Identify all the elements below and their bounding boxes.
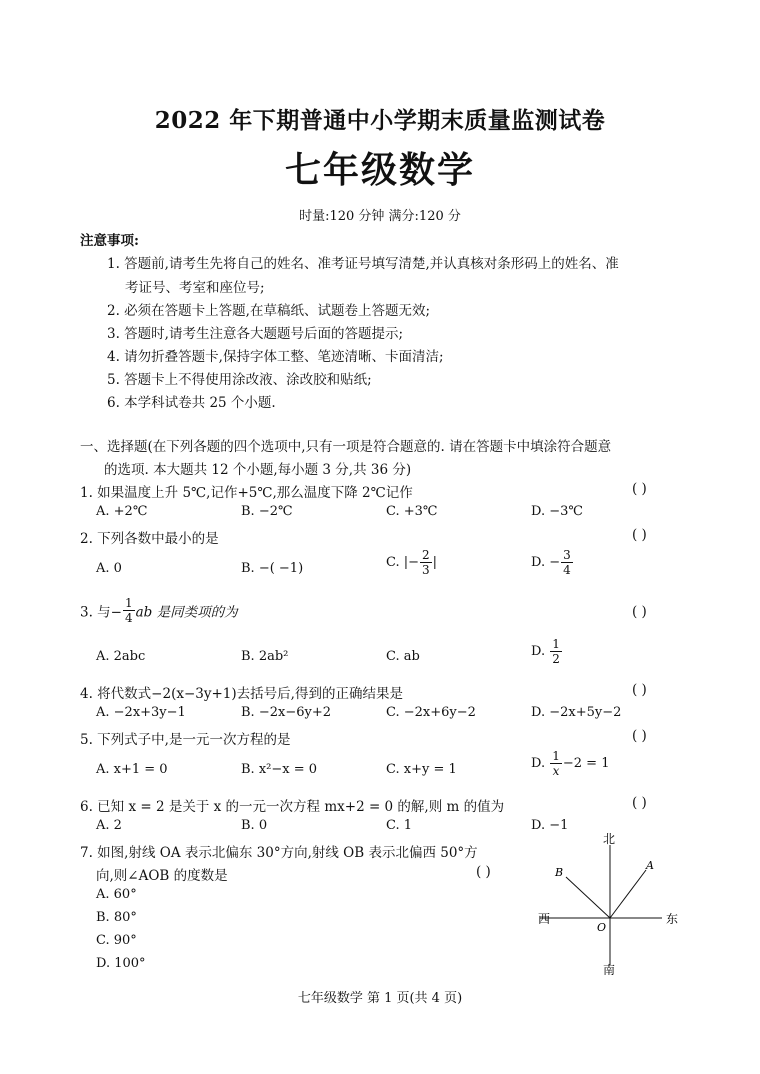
ray-oa xyxy=(610,870,646,918)
q1-option-b: B. −2℃ xyxy=(241,504,293,519)
q6-option-d: D. −1 xyxy=(531,818,569,833)
answer-paren-2: ( ) xyxy=(632,527,647,543)
q7-option-d: D. 100° xyxy=(96,956,146,971)
notice-item-1-cont: 考证号、考室和座位号; xyxy=(125,280,265,296)
exam-meta: 时量:120 分钟 满分:120 分 xyxy=(299,209,461,224)
answer-paren-4: ( ) xyxy=(632,682,647,698)
label-north: 北 xyxy=(603,832,616,846)
q2-option-d-prefix: D. − xyxy=(531,555,561,570)
answer-paren-3: ( ) xyxy=(632,604,647,620)
notice-heading: 注意事项: xyxy=(80,233,139,249)
q6-option-b: B. 0 xyxy=(241,818,268,833)
question-3-stem xyxy=(80,596,238,625)
q4-option-b: B. −2x−6y+2 xyxy=(241,705,331,720)
q5-option-b: B. x²−x = 0 xyxy=(241,762,318,777)
q3-stem-suffix: ab 是同类项的为 xyxy=(135,604,238,621)
q2-option-d xyxy=(531,548,574,577)
question-6-stem: 6. 已知 x = 2 是关于 x 的一元一次方程 mx+2 = 0 的解,则 m 的值为 xyxy=(80,799,505,815)
q5-option-d-suffix: −2 = 1 xyxy=(562,756,610,771)
question-7-stem-line2: 向,则∠AOB 的度数是 xyxy=(96,868,228,884)
label-ray-a: A xyxy=(646,859,654,872)
ray-ob xyxy=(566,877,610,918)
q7-option-a: A. 60° xyxy=(96,887,137,902)
label-south: 南 xyxy=(603,963,616,975)
question-7-stem-line1: 7. 如图,射线 OA 表示北偏东 30°方向,射线 OB 表示北偏西 50°方 xyxy=(80,845,478,861)
question-2-stem: 2. 下列各数中最小的是 xyxy=(80,531,219,547)
notice-item-6: 6. 本学科试卷共 25 个小题. xyxy=(107,395,276,411)
notice-item-2: 2. 必须在答题卡上答题,在草稿纸、试题卷上答题无效; xyxy=(107,303,431,319)
q5-option-d-fraction xyxy=(550,749,562,778)
question-5-stem: 5. 下列式子中,是一元一次方程的是 xyxy=(80,732,291,748)
q5-d-denominator: x xyxy=(552,764,560,778)
q4-option-c: C. −2x+6y−2 xyxy=(386,705,476,720)
q3-stem-numerator: 1 xyxy=(124,596,133,610)
q2-d-denominator: 4 xyxy=(563,563,571,577)
q2-option-b: B. −( −1) xyxy=(241,561,304,576)
notice-item-3: 3. 答题时,请考生注意各大题题号后面的答题提示; xyxy=(107,326,404,342)
q4-option-a: A. −2x+3y−1 xyxy=(96,705,186,720)
answer-paren-7: ( ) xyxy=(476,864,491,880)
q3-option-c: C. ab xyxy=(386,649,420,664)
q3-stem-denominator: 4 xyxy=(124,611,133,625)
q3-stem-prefix: 3. 与− xyxy=(80,604,122,621)
q7-option-b: B. 80° xyxy=(96,910,137,925)
label-origin: O xyxy=(597,921,607,934)
q3-option-d-prefix: D. xyxy=(531,644,550,659)
q2-d-numerator: 3 xyxy=(563,548,571,562)
q2-option-a: A. 0 xyxy=(96,561,122,576)
q2-c-denominator: 3 xyxy=(422,563,430,577)
q2-option-c-suffix: | xyxy=(432,555,438,570)
question-1-stem: 1. 如果温度上升 5℃,记作+5℃,那么温度下降 2℃记作 xyxy=(80,485,413,501)
q3-option-d xyxy=(531,637,563,666)
q6-option-c: C. 1 xyxy=(386,818,413,833)
question-4-stem: 4. 将代数式−2(x−3y+1)去括号后,得到的正确结果是 xyxy=(80,686,403,702)
label-ray-b: B xyxy=(555,866,564,879)
page-footer: 七年级数学 第 1 页(共 4 页) xyxy=(297,991,463,1006)
q3-option-a: A. 2abc xyxy=(96,649,146,664)
compass-figure xyxy=(530,825,690,975)
q4-option-d: D. −2x+5y−2 xyxy=(531,705,622,720)
q3-option-b: B. 2ab² xyxy=(241,649,289,664)
exam-title: 2022 年下期普通中小学期末质量监测试卷 xyxy=(154,107,606,134)
q7-option-c: C. 90° xyxy=(96,933,137,948)
answer-paren-6: ( ) xyxy=(632,795,647,811)
section-heading-line2: 的选项. 本大题共 12 个小题,每小题 3 分,共 36 分) xyxy=(104,462,412,478)
q3-stem-fraction xyxy=(123,596,135,625)
q2-option-c xyxy=(386,548,437,577)
q2-option-c-fraction xyxy=(420,548,432,577)
q6-option-a: A. 2 xyxy=(96,818,122,833)
q3-option-d-fraction xyxy=(550,637,562,666)
answer-paren-5: ( ) xyxy=(632,728,647,744)
q3-d-denominator: 2 xyxy=(552,652,560,666)
q5-option-a: A. x+1 = 0 xyxy=(96,762,168,777)
notice-item-5: 5. 答题卡上不得使用涂改液、涂改胶和贴纸; xyxy=(107,372,372,388)
q2-option-d-fraction xyxy=(561,548,573,577)
q2-c-numerator: 2 xyxy=(422,548,430,562)
answer-paren-1: ( ) xyxy=(632,481,647,497)
q5-option-d xyxy=(531,749,609,778)
q5-option-c: C. x+y = 1 xyxy=(386,762,457,777)
q1-option-a: A. +2℃ xyxy=(96,504,148,519)
label-east: 东 xyxy=(666,912,679,926)
q5-option-d-prefix: D. xyxy=(531,756,550,771)
q5-d-numerator: 1 xyxy=(552,749,560,763)
section-heading-line1: 一、选择题(在下列各题的四个选项中,只有一项是符合题意的. 请在答题卡中填涂符合题意 xyxy=(80,439,612,455)
q3-d-numerator: 1 xyxy=(552,637,560,651)
q1-option-d: D. −3℃ xyxy=(531,504,583,519)
notice-item-4: 4. 请勿折叠答题卡,保持字体工整、笔迹清晰、卡面清洁; xyxy=(107,349,444,365)
q1-option-c: C. +3℃ xyxy=(386,504,438,519)
notice-item-1: 1. 答题前,请考生先将自己的姓名、准考证号填写清楚,并认真核对条形码上的姓名、准 xyxy=(107,256,619,272)
label-west: 西 xyxy=(538,912,551,926)
q2-option-c-prefix: C. |− xyxy=(386,555,420,570)
subject-title: 七年级数学 xyxy=(284,149,475,191)
